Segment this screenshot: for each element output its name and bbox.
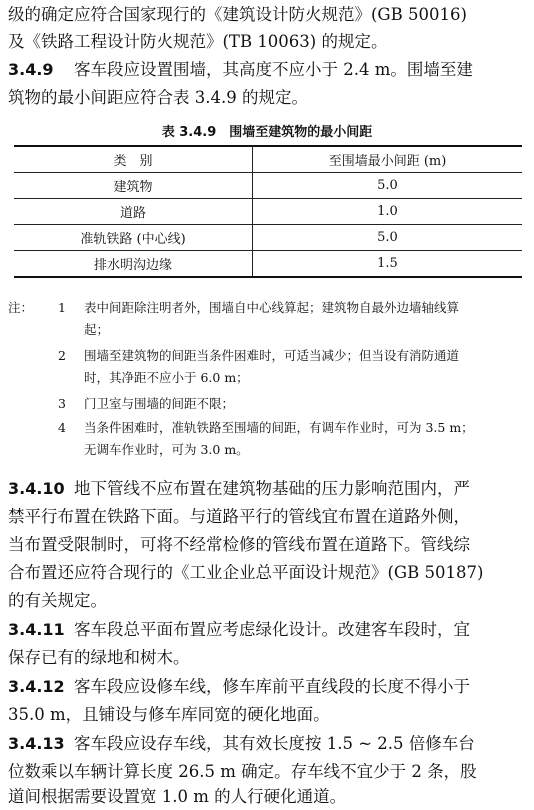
note-line: 围墙至建筑物的间距当条件困难时，可适当减少；但当设有消防通道 <box>84 348 460 363</box>
note-line: 门卫室与围墙的间距不限； <box>84 396 235 411</box>
table-row <box>14 225 522 251</box>
section-3-4-12-line-1 <box>8 674 528 700</box>
section-3-4-13-line-3: 道间根据需要设置宽 1.0 m 的人行硬化通道。 <box>8 787 347 806</box>
section-3-4-9-line-2: 筑物的最小间距应符合表 3.4.9 的规定。 <box>8 88 308 107</box>
note-number: 3 <box>58 396 66 411</box>
note-line: 表中间距除注明者外，围墙自中心线算起；建筑物自最外边墙轴线算 <box>84 300 460 315</box>
note-line: 时，其净距不应小于 6.0 m； <box>84 370 249 385</box>
header-category: 类 别 <box>14 146 253 173</box>
note-number: 1 <box>58 300 66 315</box>
section-3-4-10-line-1 <box>8 476 528 502</box>
section-text: 客车段应设置围墙，其高度不应小于 2.4 m。围墙至建 <box>74 60 473 79</box>
row-category: 排水明沟边缘 <box>14 251 253 278</box>
section-number: 3.4.9 <box>8 60 54 79</box>
section-3-4-10-line-3: 当布置受限制时，可将不经常检修的管线布置在道路下。管线综 <box>8 535 470 554</box>
table-header-row <box>14 146 522 173</box>
note-number: 2 <box>58 348 66 363</box>
section-3-4-10-line-4: 合布置还应符合现行的《工业企业总平面设计规范》(GB 50187) <box>8 563 484 582</box>
note-number: 4 <box>58 420 66 435</box>
note-line: 当条件困难时，准轨铁路至围墙的间距，有调车作业时，可为 3.5 m； <box>84 420 474 435</box>
row-category: 道路 <box>14 199 253 225</box>
section-3-4-12-line-2: 35.0 m，且铺设与修车库同宽的硬化地面。 <box>8 705 330 724</box>
row-distance: 1.5 <box>253 251 523 278</box>
header-distance: 至围墙最小间距 (m) <box>253 146 523 173</box>
table-row <box>14 173 522 199</box>
section-text: 客车段应设存车线，其有效长度按 1.5 ~ 2.5 倍修车台 <box>74 734 475 753</box>
section-text: 地下管线不应布置在建筑物基础的压力影响范围内，严 <box>74 479 470 498</box>
section-3-4-11-line-2: 保存已有的绿地和树木。 <box>8 648 190 667</box>
intro-line-1: 级的确定应符合国家现行的《建筑设计防火规范》(GB 50016) <box>8 5 467 24</box>
section-3-4-11-line-1 <box>8 617 528 643</box>
section-3-4-10-line-2: 禁平行布置在铁路下面。与道路平行的管线宜布置在道路外侧， <box>8 507 470 526</box>
note-line: 无调车作业时，可为 3.0 m。 <box>84 442 249 457</box>
row-distance: 5.0 <box>253 173 523 199</box>
section-number: 3.4.11 <box>8 620 65 639</box>
row-distance: 1.0 <box>253 199 523 225</box>
note-line: 起； <box>84 322 110 337</box>
table-row <box>14 199 522 225</box>
section-number: 3.4.13 <box>8 734 65 753</box>
row-distance: 5.0 <box>253 225 523 251</box>
section-number: 3.4.12 <box>8 677 65 696</box>
section-text: 客车段总平面布置应考虑绿化设计。改建客车段时，宜 <box>74 620 470 639</box>
section-number: 3.4.10 <box>8 479 65 498</box>
section-3-4-10-line-5: 的有关规定。 <box>8 591 107 610</box>
intro-line-2: 及《铁路工程设计防火规范》(TB 10063) 的规定。 <box>8 32 388 51</box>
table-row <box>14 251 522 278</box>
section-text: 客车段应设修车线，修车库前平直线段的长度不得小于 <box>74 677 470 696</box>
section-3-4-13-line-1 <box>8 731 528 757</box>
row-category: 准轨铁路 (中心线) <box>14 225 253 251</box>
section-3-4-9-line-1 <box>8 57 528 83</box>
notes-label: 注： <box>8 300 34 315</box>
row-category: 建筑物 <box>14 173 253 199</box>
section-3-4-13-line-2: 位数乘以车辆计算长度 26.5 m 确定。存车线不宜少于 2 条，股 <box>8 762 477 781</box>
distance-table <box>14 145 522 278</box>
table-caption: 表 3.4.9 围墙至建筑物的最小间距 <box>161 125 373 140</box>
